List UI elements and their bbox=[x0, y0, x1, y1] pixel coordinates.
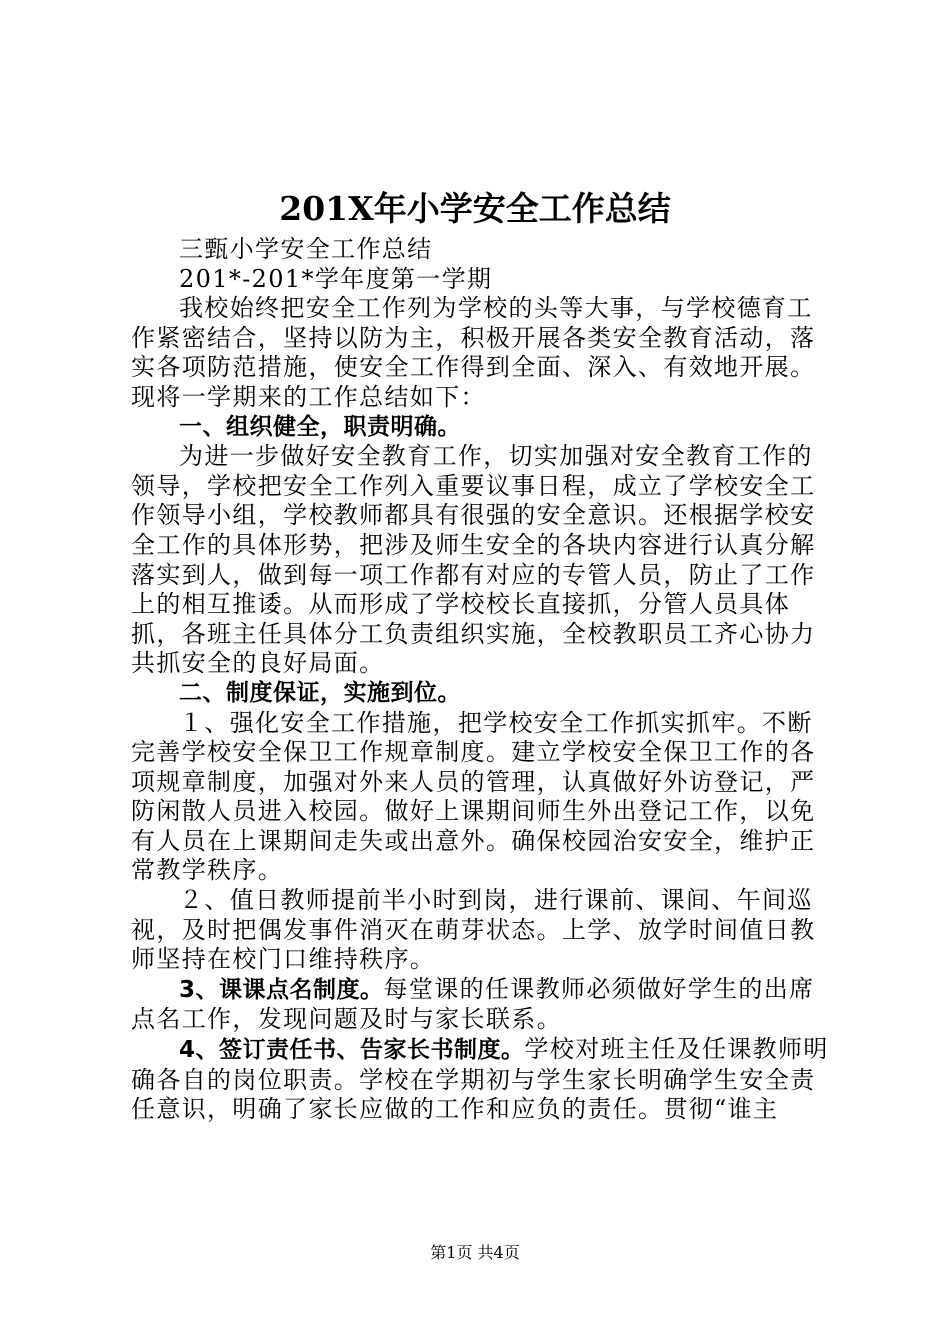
subtitle-school: 三甄小学安全工作总结 bbox=[179, 235, 433, 263]
item4-lead: 4、签订责任书、告家长书制度。 bbox=[179, 1037, 525, 1064]
item3-paragraph bbox=[131, 975, 831, 1035]
section1-heading: 一、组织健全，职责明确。 bbox=[179, 413, 461, 440]
item1-paragraph: １、强化安全工作措施，把学校安全工作抓实抓牢。不断完善学校安全保卫工作规章制度。建立学校安全保卫工作的各项规章制度，加强对外来人员的管理，认真做好外访登记，严防闲散人员进入校园。做好上课期间师生外出登记工作，以免有人员在上课期间走失或出意外。确保校园治安安全，维护正常教学秩序。 bbox=[131, 708, 816, 885]
section2-heading: 二、制度保证，实施到位。 bbox=[179, 679, 461, 706]
item3-body: 每堂课的任课教师必须做好学生的出席点名工作，发现问题及时与家长联系。 bbox=[131, 974, 815, 1034]
section1-paragraph: 为进一步做好安全教育工作，切实加强对安全教育工作的领导，学校把安全工作列入重要议事日程，成立了学校安全工作领导小组，学校教师都具有很强的安全意识。还根据学校安全工作的具体形势，把涉及师生安全的各块内容进行认真分解落实到人，做到每一项工作都有对应的专管人员，防止了工作上的相互推诿。从而形成了学校校长直接抓，分管人员具体抓，各班主任具体分工负责组织实施，全校教职员工齐心协力共抓安全的良好局面。 bbox=[131, 442, 816, 678]
item2-paragraph: ２、值日教师提前半小时到岗，进行课前、课间、午间巡视，及时把偶发事件消灭在萌芽状态。上学、放学时间值日教师坚持在校门口维持秩序。 bbox=[131, 886, 816, 974]
intro-paragraph: 我校始终把安全工作列为学校的头等大事，与学校德育工作紧密结合，坚持以防为主，积极开展各类安全教育活动，落实各项防范措施，使安全工作得到全面、深入、有效地开展。现将一学期来的工作总结如下： bbox=[131, 294, 816, 411]
document-title: 201X年小学安全工作总结 bbox=[279, 189, 671, 228]
item3-lead: 3、课课点名制度。 bbox=[179, 976, 384, 1003]
document-body bbox=[131, 235, 831, 1125]
subtitle-term: 201*-201*学年度第一学期 bbox=[179, 264, 493, 293]
item4-paragraph bbox=[131, 1035, 831, 1125]
page-footer: 第1页 共4页 bbox=[430, 1243, 520, 1262]
item4-body: 学校对班主任及任课教师明确各自的岗位职责。学校在学期初与学生家长明确学生安全责任意识，明确了家长应做的工作和应负的责任。贯彻“谁主 bbox=[131, 1035, 829, 1124]
